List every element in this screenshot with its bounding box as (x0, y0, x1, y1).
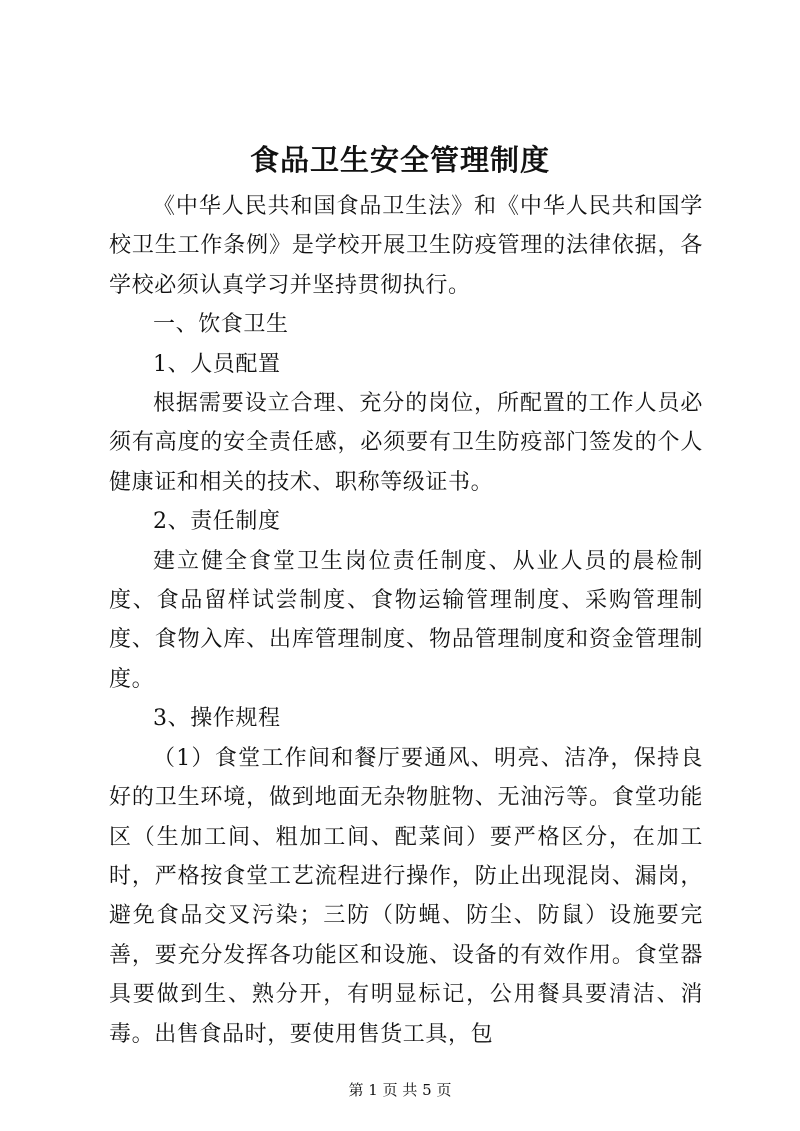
intro-paragraph: 《中华人民共和国食品卫生法》和《中华人民共和国学校卫生工作条例》是学校开展卫生防疫管理的法律依据，各学校必须认真学习并坚持贯彻执行。 (109, 194, 703, 298)
responsibility-paragraph: 建立健全食堂卫生岗位责任制度、从业人员的晨检制度、食品留样试尝制度、食物运输管理制度、采购管理制度、食物入库、出库管理制度、物品管理制度和资金管理制度。 (109, 548, 703, 692)
subsection-heading-responsibility: 2、责任制度 (153, 509, 281, 535)
section-heading-food-hygiene: 一、饮食卫生 (153, 312, 289, 338)
procedures-paragraph: （1）食堂工作间和餐厅要通风、明亮、洁净，保持良好的卫生环境，做到地面无杂物脏物、无油污等。食堂功能区（生加工间、粗加工间、配菜间）要严格区分，在加工时，严格按食堂工艺流程进行操作，防止出现混岗、漏岗，避免食品交叉污染；三防（防蝇、防尘、防鼠）设施要完善，要充分发挥各功能区和设施、设备的有效作用。食堂器具要做到生、熟分开，有明显标记，公用餐具要清洁、消毒。出售食品时，要使用售货工具，包 (109, 745, 703, 1047)
document-body (109, 187, 703, 1054)
subsection-heading-staffing: 1、人员配置 (153, 351, 281, 377)
staffing-paragraph: 根据需要设立合理、充分的岗位，所配置的工作人员必须有高度的安全责任感，必须要有卫生防疫部门签发的个人健康证和相关的技术、职称等级证书。 (109, 391, 703, 495)
subsection-heading-procedures: 3、操作规程 (153, 706, 281, 732)
page-footer: 第 1 页 共 5 页 (348, 1081, 452, 1099)
document-title: 食品卫生安全管理制度 (249, 143, 550, 177)
